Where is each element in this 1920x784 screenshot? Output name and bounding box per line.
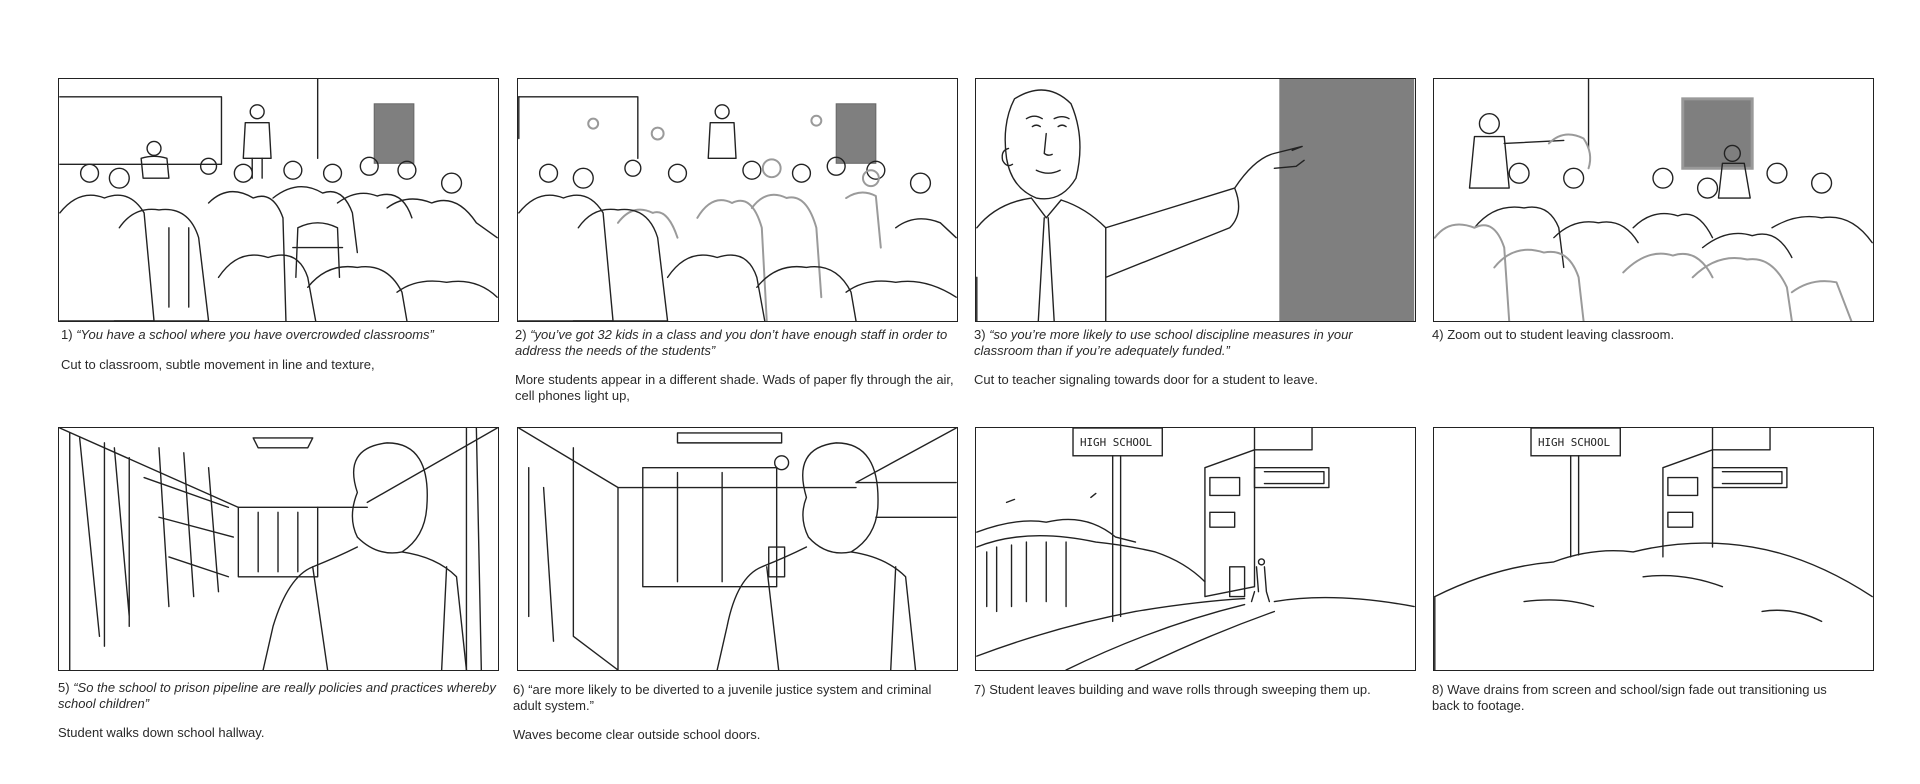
storyboard-panel-6 — [517, 427, 958, 671]
storyboard-panel-4 — [1433, 78, 1874, 322]
high-school-sign-text: HIGH SCHOOL — [1079, 435, 1153, 449]
teacher-pointing-sketch — [976, 79, 1415, 321]
caption-quote: 4) Zoom out to student leaving classroom. — [1432, 327, 1675, 342]
caption-quote: 8) Wave drains from screen and school/sign fade out transitioning us back to footage. — [1432, 682, 1827, 713]
caption-panel-7 — [974, 682, 1414, 698]
caption-panel-6 — [513, 682, 953, 743]
storyboard-panel-8 — [1433, 427, 1874, 671]
caption-direction: Waves become clear outside school doors. — [513, 727, 761, 742]
caption-panel-3 — [974, 327, 1404, 388]
caption-quote: 7) Student leaves building and wave rolls through sweeping them up. — [974, 682, 1371, 697]
caption-quote: 3) “so you’re more likely to use school discipline measures in your classroom than if you’re adequately funded.” — [974, 327, 1353, 358]
caption-quote: 2) “you’ve got 32 kids in a class and you don’t have enough staff in order to address the needs of the students” — [515, 327, 948, 358]
storyboard-panel-5 — [58, 427, 499, 671]
caption-panel-1 — [61, 327, 497, 372]
student-leaving-sketch — [1434, 79, 1873, 321]
storyboard-panel-1 — [58, 78, 499, 322]
caption-direction: Cut to classroom, subtle movement in line and texture, — [61, 356, 375, 372]
high-school-sign-text: HIGH SCHOOL — [1537, 435, 1611, 449]
caption-panel-5 — [58, 680, 498, 741]
caption-direction: Cut to teacher signaling towards door for a student to leave. — [974, 372, 1318, 387]
caption-quote: 5) “So the school to prison pipeline are really policies and practices whereby school children” — [58, 680, 496, 711]
storyboard-panel-3 — [975, 78, 1416, 322]
caption-direction: Student walks down school hallway. — [58, 725, 265, 740]
caption-quote: 1) “You have a school where you have overcrowded classrooms” — [61, 327, 434, 342]
school-fade-sketch — [1434, 428, 1873, 670]
caption-direction: More students appear in a different shade. Wads of paper fly through the air, cell phones light up, — [515, 372, 954, 403]
hallway-sketch — [59, 428, 498, 670]
school-doors-sketch — [518, 428, 957, 670]
classroom-sketch — [59, 79, 498, 321]
crowded-classroom-sketch — [518, 79, 957, 321]
storyboard-panel-7 — [975, 427, 1416, 671]
storyboard-panel-2 — [517, 78, 958, 322]
caption-panel-2 — [515, 327, 955, 403]
school-wave-sketch — [976, 428, 1415, 670]
caption-quote: 6) “are more likely to be diverted to a juvenile justice system and criminal adult system.” — [513, 682, 932, 713]
caption-panel-8 — [1432, 682, 1852, 713]
caption-panel-4 — [1432, 327, 1872, 343]
